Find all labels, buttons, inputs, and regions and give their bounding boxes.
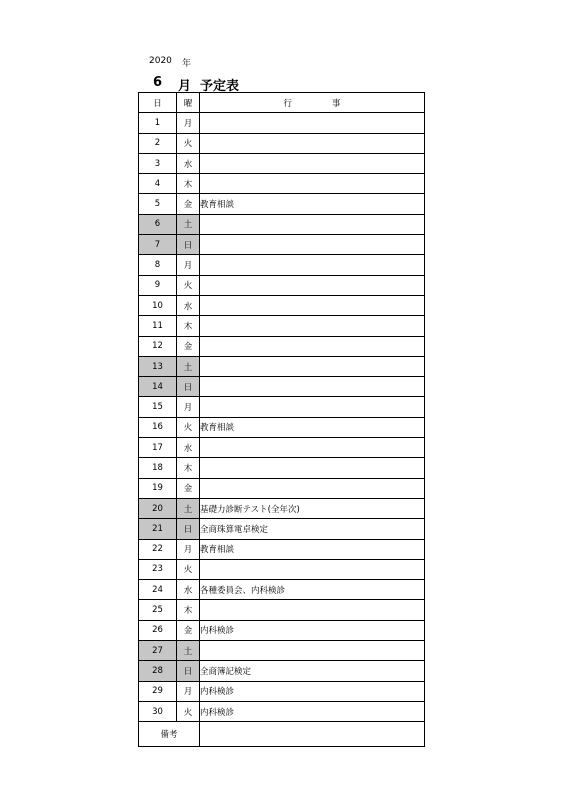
event-cell[interactable]	[200, 600, 425, 620]
notes-value[interactable]	[200, 722, 425, 747]
table-header-row	[139, 93, 425, 113]
weekday-cell: 火	[177, 559, 200, 579]
day-cell: 1	[139, 113, 177, 133]
table-row	[139, 295, 425, 315]
event-cell[interactable]	[200, 235, 425, 255]
table-row	[139, 701, 425, 721]
header-weekday: 曜	[177, 93, 200, 113]
day-cell: 19	[139, 478, 177, 498]
weekday-cell: 月	[177, 539, 200, 559]
event-cell[interactable]	[200, 377, 425, 397]
month-value: 6	[153, 75, 163, 90]
day-cell: 28	[139, 661, 177, 681]
event-cell[interactable]: 教育相談	[200, 417, 425, 437]
event-cell[interactable]: 内科検診	[200, 620, 425, 640]
day-cell: 30	[139, 701, 177, 721]
table-row	[139, 356, 425, 376]
table-row	[139, 377, 425, 397]
year-unit: 年	[182, 59, 192, 69]
weekday-cell: 金	[177, 620, 200, 640]
weekday-cell: 日	[177, 661, 200, 681]
event-cell[interactable]	[200, 295, 425, 315]
day-cell: 18	[139, 458, 177, 478]
header-event-b: 事	[332, 98, 341, 109]
table-row	[139, 255, 425, 275]
day-cell: 11	[139, 316, 177, 336]
day-cell: 21	[139, 519, 177, 539]
weekday-cell: 木	[177, 316, 200, 336]
weekday-cell: 土	[177, 356, 200, 376]
weekday-cell: 火	[177, 133, 200, 153]
table-row	[139, 174, 425, 194]
event-cell[interactable]	[200, 174, 425, 194]
month-unit: 月	[178, 79, 192, 94]
day-cell: 16	[139, 417, 177, 437]
day-cell: 15	[139, 397, 177, 417]
event-cell[interactable]	[200, 458, 425, 478]
day-cell: 3	[139, 153, 177, 173]
day-cell: 5	[139, 194, 177, 214]
day-cell: 7	[139, 235, 177, 255]
notes-row	[139, 722, 425, 747]
header-day: 日	[139, 93, 177, 113]
event-cell[interactable]: 基礎力診断テスト(全年次)	[200, 498, 425, 518]
notes-label: 備考	[139, 722, 200, 747]
table-row	[139, 600, 425, 620]
event-cell[interactable]: 内科検診	[200, 701, 425, 721]
day-cell: 24	[139, 580, 177, 600]
table-row	[139, 458, 425, 478]
event-cell[interactable]	[200, 356, 425, 376]
event-cell[interactable]	[200, 641, 425, 661]
weekday-cell: 木	[177, 174, 200, 194]
weekday-cell: 日	[177, 377, 200, 397]
weekday-cell: 月	[177, 397, 200, 417]
table-row	[139, 519, 425, 539]
day-cell: 17	[139, 438, 177, 458]
table-row	[139, 316, 425, 336]
schedule-table	[138, 92, 425, 747]
event-cell[interactable]: 教育相談	[200, 539, 425, 559]
weekday-cell: 月	[177, 681, 200, 701]
event-cell[interactable]: 全商珠算電卓検定	[200, 519, 425, 539]
table-row	[139, 397, 425, 417]
event-cell[interactable]: 各種委員会、内科検診	[200, 580, 425, 600]
table-row	[139, 559, 425, 579]
event-cell[interactable]	[200, 478, 425, 498]
event-cell[interactable]: 教育相談	[200, 194, 425, 214]
table-row	[139, 620, 425, 640]
event-cell[interactable]	[200, 133, 425, 153]
weekday-cell: 土	[177, 498, 200, 518]
weekday-cell: 金	[177, 336, 200, 356]
table-row	[139, 113, 425, 133]
weekday-cell: 土	[177, 641, 200, 661]
weekday-cell: 水	[177, 153, 200, 173]
page-title	[153, 75, 240, 94]
table-row	[139, 681, 425, 701]
event-cell[interactable]: 内科検診	[200, 681, 425, 701]
table-row	[139, 336, 425, 356]
table-row	[139, 235, 425, 255]
event-cell[interactable]	[200, 214, 425, 234]
table-row	[139, 438, 425, 458]
day-cell: 14	[139, 377, 177, 397]
day-cell: 13	[139, 356, 177, 376]
weekday-cell: 金	[177, 194, 200, 214]
weekday-cell: 月	[177, 113, 200, 133]
day-cell: 12	[139, 336, 177, 356]
weekday-cell: 水	[177, 580, 200, 600]
table-row	[139, 153, 425, 173]
day-cell: 2	[139, 133, 177, 153]
table-row	[139, 214, 425, 234]
weekday-cell: 木	[177, 600, 200, 620]
day-cell: 29	[139, 681, 177, 701]
table-row	[139, 641, 425, 661]
day-cell: 10	[139, 295, 177, 315]
weekday-cell: 火	[177, 417, 200, 437]
event-cell[interactable]	[200, 255, 425, 275]
table-row	[139, 417, 425, 437]
weekday-cell: 木	[177, 458, 200, 478]
table-row	[139, 133, 425, 153]
day-cell: 25	[139, 600, 177, 620]
table-row	[139, 539, 425, 559]
event-cell[interactable]	[200, 153, 425, 173]
weekday-cell: 火	[177, 275, 200, 295]
table-row	[139, 661, 425, 681]
weekday-cell: 水	[177, 438, 200, 458]
day-cell: 4	[139, 174, 177, 194]
header-event-a: 行	[283, 98, 292, 109]
table-row	[139, 275, 425, 295]
weekday-cell: 月	[177, 255, 200, 275]
day-cell: 20	[139, 498, 177, 518]
day-cell: 26	[139, 620, 177, 640]
event-cell[interactable]	[200, 336, 425, 356]
schedule-title: 予定表	[200, 79, 240, 94]
table-row	[139, 580, 425, 600]
event-cell[interactable]	[200, 559, 425, 579]
event-cell[interactable]	[200, 316, 425, 336]
weekday-cell: 日	[177, 519, 200, 539]
weekday-cell: 水	[177, 295, 200, 315]
day-cell: 9	[139, 275, 177, 295]
day-cell: 27	[139, 641, 177, 661]
table-row	[139, 478, 425, 498]
weekday-cell: 土	[177, 214, 200, 234]
event-cell[interactable]	[200, 275, 425, 295]
header-event	[200, 93, 425, 113]
year-value: 2020	[149, 56, 172, 66]
schedule-rows	[139, 113, 425, 722]
event-cell[interactable]	[200, 438, 425, 458]
event-cell[interactable]	[200, 397, 425, 417]
weekday-cell: 火	[177, 701, 200, 721]
weekday-cell: 金	[177, 478, 200, 498]
weekday-cell: 日	[177, 235, 200, 255]
year-line	[149, 56, 192, 69]
table-row	[139, 498, 425, 518]
event-cell[interactable]	[200, 113, 425, 133]
day-cell: 8	[139, 255, 177, 275]
event-cell[interactable]: 全商簿記検定	[200, 661, 425, 681]
day-cell: 6	[139, 214, 177, 234]
table-row	[139, 194, 425, 214]
day-cell: 23	[139, 559, 177, 579]
day-cell: 22	[139, 539, 177, 559]
